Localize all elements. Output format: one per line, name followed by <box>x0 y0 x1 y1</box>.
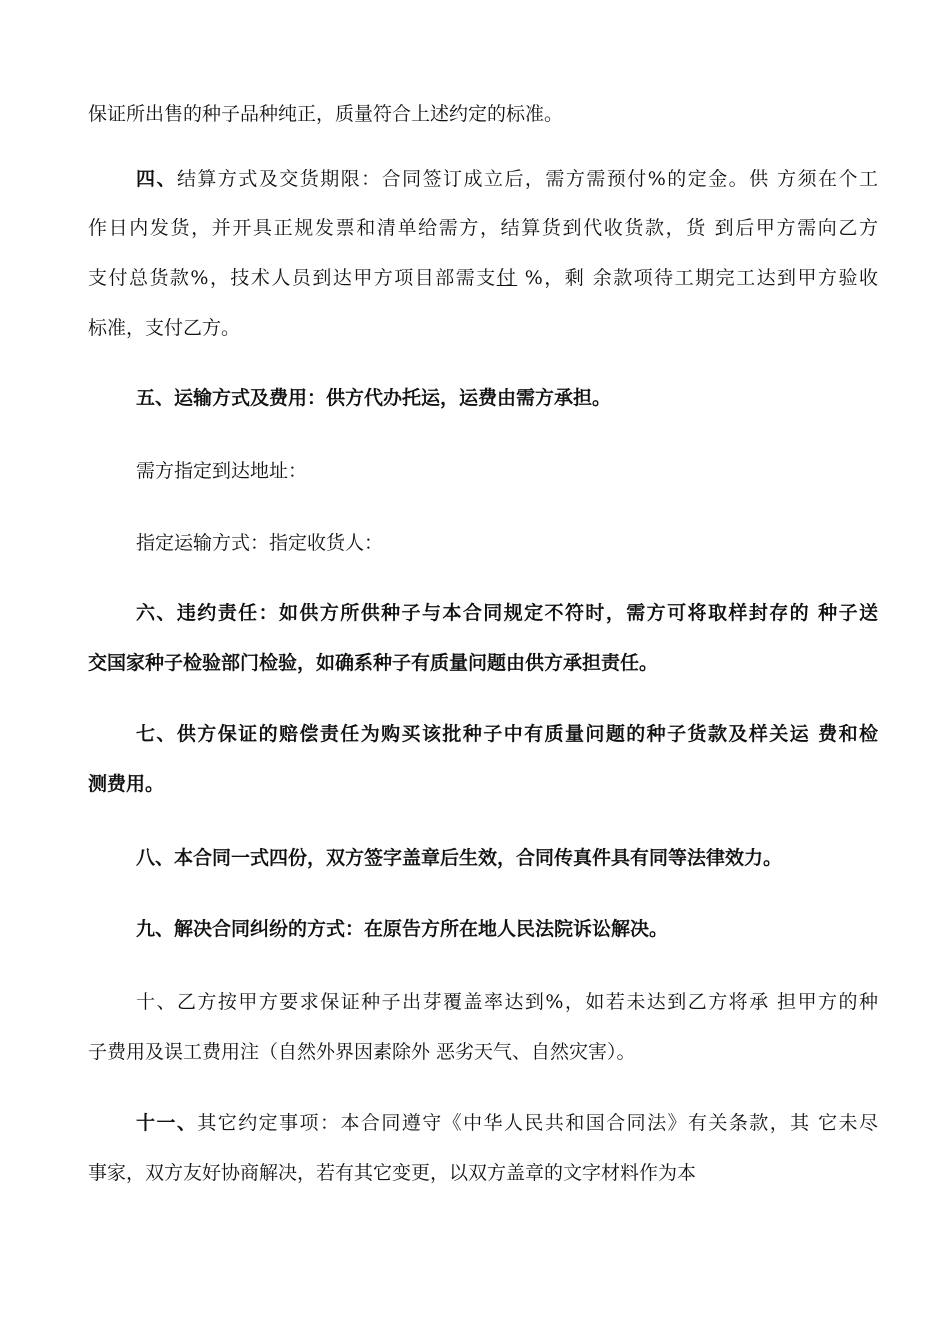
clause-6-line: 六、违约责任：如供方所供种子与本合同规定不符时，需方可将取样封存的 种子送 <box>136 602 878 624</box>
transport-method-label: 指定运输方式：指定收货人： <box>136 532 384 554</box>
text-line: 事家，双方友好协商解决，若有其它变更，以双方盖章的文字材料作为本 <box>88 1162 697 1184</box>
text-line: 交国家种子检验部门检验，如确系种子有质量问题由供方承担责任。 <box>88 652 659 674</box>
delivery-address-label: 需方指定到达地址： <box>136 460 308 482</box>
clause-10-line: 十、乙方按甲方要求保证种子出芽覆盖率达到%，如若未达到乙方将承 担甲方的种 <box>136 991 878 1013</box>
text-line: 作日内发货，并开具正规发票和清单给需方，结算货到代收货款，货 到后甲方需向乙方 <box>88 217 878 239</box>
underlined-text: 付 <box>496 267 518 289</box>
clause-8-line: 八、本合同一式四份，双方签字盖章后生效，合同传真件具有同等法律效力。 <box>136 847 783 869</box>
text-segment: %，剩 余款项待工期完工达到甲方验收 <box>517 267 878 289</box>
clause-text: 其它约定事项：本合同遵守《中华人民共和国合同法》有关条款，其 它未尽 <box>197 1112 878 1134</box>
text-line: 测费用。 <box>88 773 165 795</box>
clause-5-line: 五、运输方式及费用：供方代办托运，运费由需方承担。 <box>136 387 612 409</box>
text-line: 标准，支付乙方。 <box>88 317 241 339</box>
clause-4-line <box>136 167 878 191</box>
text-line: 子费用及误工费用注（自然外界因素除外 恶劣天气、自然灾害）。 <box>88 1041 636 1063</box>
clause-number: 四、 <box>136 168 177 190</box>
clause-11-line <box>136 1111 878 1135</box>
clause-number: 十一、 <box>136 1112 198 1134</box>
text-segment: 支付总货款%，技术人员到达甲方项目部需支 <box>88 267 497 289</box>
clause-9-line: 九、解决合同纠纷的方式：在原告方所在地人民法院诉讼解决。 <box>136 918 669 940</box>
text-line <box>88 266 878 290</box>
text-line: 保证所出售的种子品种纯正，质量符合上述约定的标准。 <box>88 103 564 125</box>
clause-7-line: 七、供方保证的赔偿责任为购买该批种子中有质量问题的种子货款及样关运 费和检 <box>136 723 878 745</box>
clause-text: 结算方式及交货期限：合同签订成立后，需方需预付%的定金。供 方须在个工 <box>176 168 878 190</box>
